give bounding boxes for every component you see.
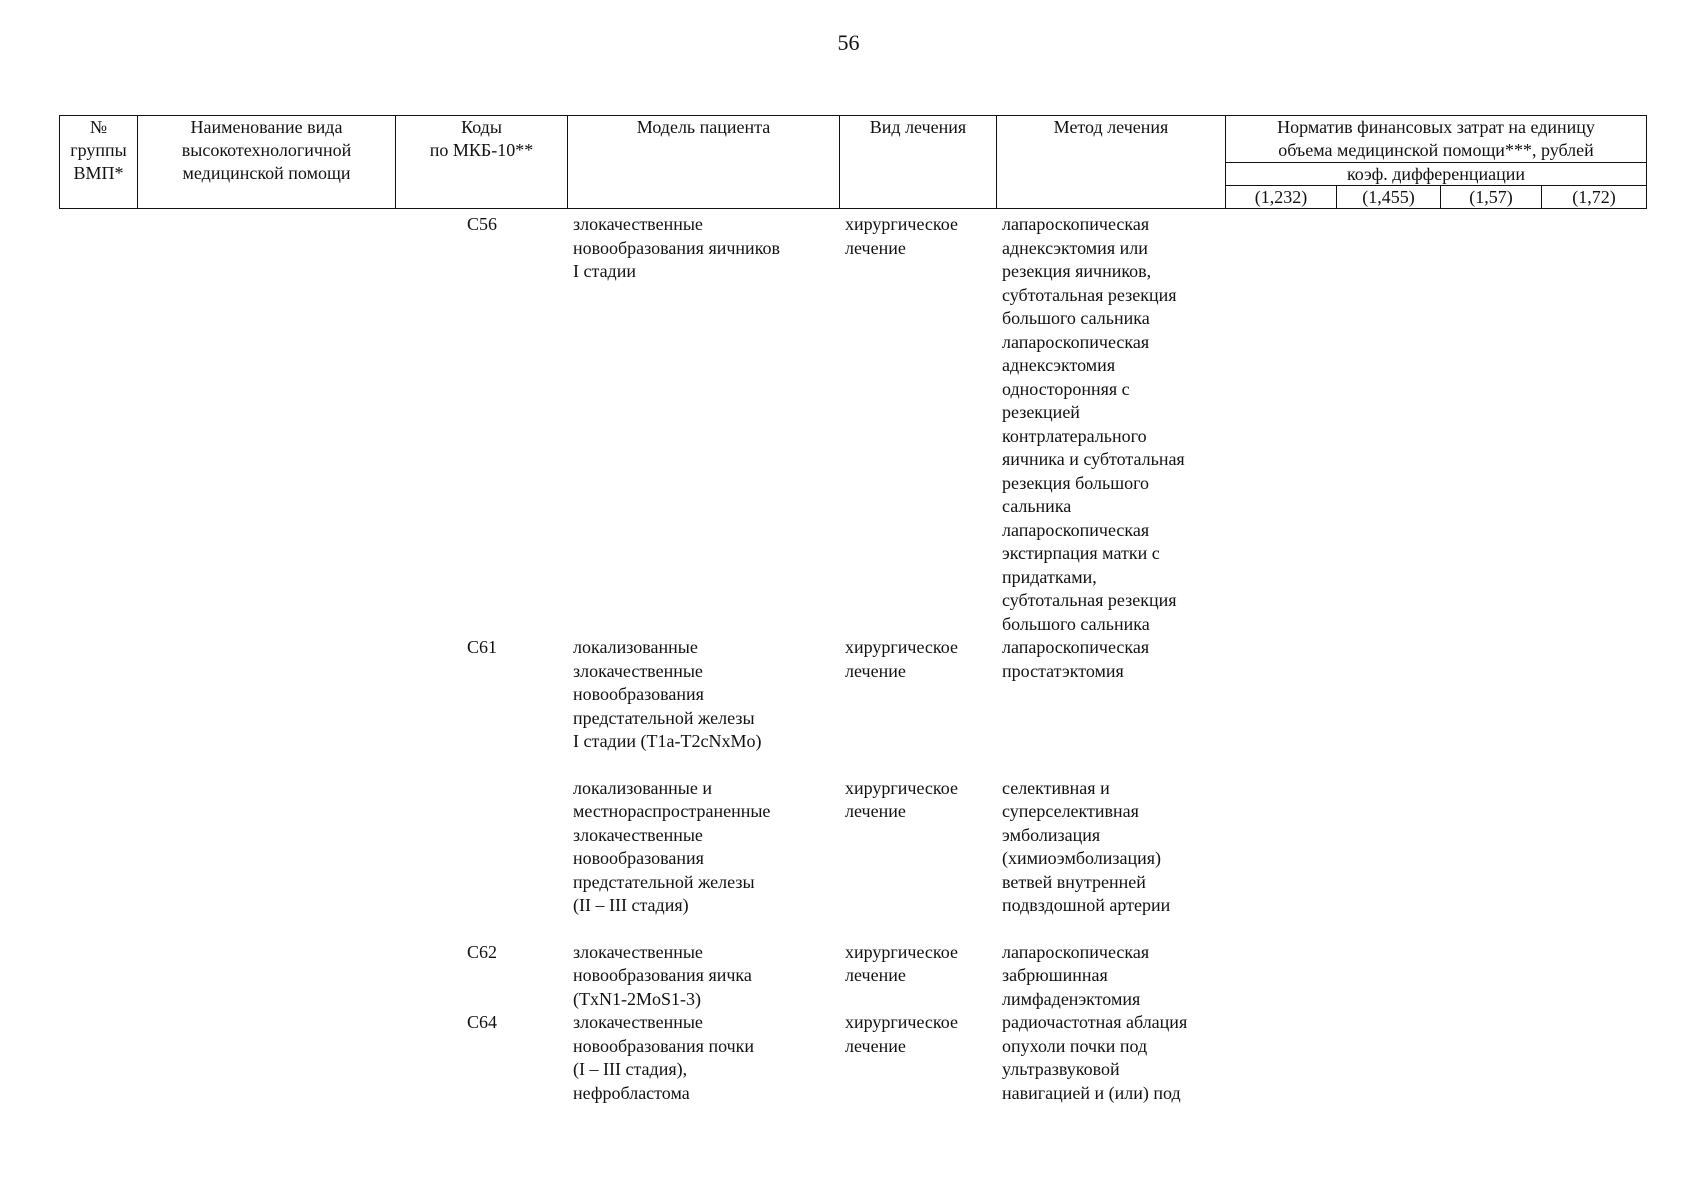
treatment-type: хирургическое лечение [845, 637, 958, 681]
patient-model: злокачественные новообразования почки (I – III стадия), нефробластома [573, 1012, 755, 1103]
treatment-method: лапароскопическая забрюшинная лимфаденэктомия [1002, 941, 1150, 1009]
treatment-method: лапароскопическая аднексэктомия или резекция яичников, субтотальная резекция большого сальника лапароскопическая аднексэктомия односторонняя с резекцией контрлатерального яичника и субтотальная резекция большого сальника лапароскопическая экстирпация матки с придатками, субтотальная резекция большого сальника [1002, 214, 1185, 634]
header-group-number: № группы ВМП* [60, 116, 138, 209]
patient-model: злокачественные новообразования яичников I стадии [573, 214, 781, 281]
table-row [59, 1011, 1646, 1105]
header-cost-norm: Норматив финансовых затрат на единицу объема медицинской помощи***, рублей [1226, 116, 1647, 163]
patient-model: злокачественные новообразования яичка (TxN1-2MoS1-3) [573, 941, 752, 1009]
page-number: 56 [837, 30, 860, 55]
header-coef-2: (1,455) [1337, 186, 1441, 209]
treatment-method: селективная и суперселективная эмболизация (химиоэмболизация) ветвей внутренней подвздошной артерии [1002, 777, 1171, 915]
treatment-type: хирургическое лечение [845, 1012, 958, 1056]
table-row [59, 941, 1646, 1012]
header-coef-1: (1,232) [1226, 186, 1337, 209]
table-row [59, 636, 1646, 777]
icd-code: C62 [467, 941, 498, 962]
header-coefficient: коэф. дифференциации [1226, 163, 1647, 186]
header-patient-model: Модель пациента [568, 116, 840, 209]
table-body [59, 213, 1646, 1105]
table-header [59, 115, 1647, 209]
header-coef-4: (1,72) [1542, 186, 1647, 209]
header-treatment-type: Вид лечения [840, 116, 997, 209]
icd-code: C56 [467, 214, 498, 234]
icd-code [395, 777, 567, 941]
treatment-type: хирургическое лечение [845, 214, 958, 258]
icd-code: C61 [467, 637, 498, 657]
table-row [59, 213, 1646, 636]
icd-code: C64 [467, 1012, 498, 1032]
treatment-method: радиочастотная аблация опухоли почки под ультразвуковой навигацией и (или) под [1002, 1012, 1188, 1103]
header-care-type-name: Наименование вида высокотехнологичной медицинской помощи [138, 116, 396, 209]
header-coef-3: (1,57) [1441, 186, 1542, 209]
header-treatment-method: Метод лечения [997, 116, 1226, 209]
header-icd-codes: Коды по МКБ-10** [396, 116, 568, 209]
treatment-method: лапароскопическая простатэктомия [1002, 637, 1150, 681]
table-row [59, 777, 1646, 941]
treatment-type: хирургическое лечение [845, 777, 958, 821]
treatment-type: хирургическое лечение [845, 941, 958, 985]
patient-model: локализованные злокачественные новообразования предстательной железы I стадии (T1a-T2cNxMo) [573, 637, 762, 751]
patient-model: локализованные и местнораспространенные злокачественные новообразования предстательной железы (II – III стадия) [573, 777, 771, 915]
